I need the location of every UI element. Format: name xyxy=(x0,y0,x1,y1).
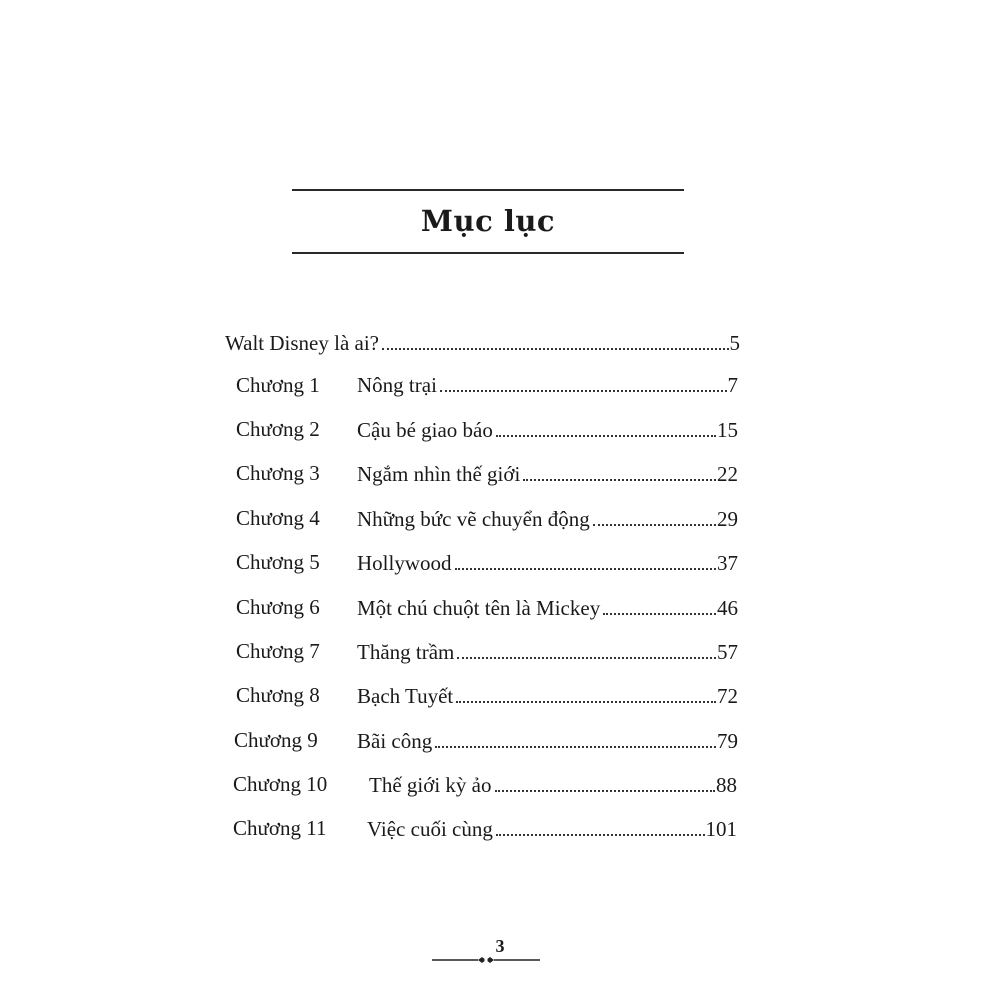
dot-leader xyxy=(593,524,716,526)
dot-leader xyxy=(495,790,716,792)
dot-leader xyxy=(496,834,705,836)
chapter-label-4: Chương 4 xyxy=(236,506,320,530)
chapter-page-7: 57 xyxy=(717,640,738,664)
chapter-title-8: Bạch Tuyết xyxy=(357,684,454,708)
chapter-page-10: 88 xyxy=(716,773,737,797)
chapter-label-6: Chương 6 xyxy=(236,595,320,619)
chapter-label-7: Chương 7 xyxy=(236,639,320,663)
chapter-label-9: Chương 9 xyxy=(234,728,318,752)
chapter-title-4: Những bức vẽ chuyển động xyxy=(357,507,590,531)
chapter-title-6: Một chú chuột tên là Mickey xyxy=(357,596,601,620)
toc-entry-2 xyxy=(357,413,738,443)
chapter-title-5: Hollywood xyxy=(357,551,452,575)
toc-intro-title: Walt Disney là ai? xyxy=(225,331,380,355)
chapter-label-5: Chương 5 xyxy=(236,550,320,574)
page-title: Mục lục xyxy=(420,204,556,238)
toc-entry-10 xyxy=(369,768,737,798)
chapter-title-7: Thăng trầm xyxy=(357,640,455,664)
chapter-page-9: 79 xyxy=(717,729,738,753)
chapter-page-2: 15 xyxy=(717,418,738,442)
chapter-page-5: 37 xyxy=(717,551,738,575)
chapter-label-11: Chương 11 xyxy=(233,816,327,840)
toc-entry-8 xyxy=(357,679,738,709)
chapter-title-3: Ngắm nhìn thế giới xyxy=(357,462,521,486)
toc-entry-5 xyxy=(357,546,738,576)
toc-intro-page: 5 xyxy=(729,331,740,355)
chapter-page-4: 29 xyxy=(717,507,738,531)
dot-leader xyxy=(435,746,716,748)
toc-intro-entry xyxy=(225,326,740,356)
dot-leader xyxy=(382,348,728,350)
chapter-label-2: Chương 2 xyxy=(236,417,320,441)
chapter-title-9: Bãi công xyxy=(357,729,433,753)
dot-leader xyxy=(455,568,717,570)
toc-entry-11 xyxy=(367,812,737,842)
toc-entry-7 xyxy=(357,635,738,665)
footer-ornament-icon xyxy=(430,954,542,966)
dot-leader xyxy=(457,657,716,659)
chapter-page-3: 22 xyxy=(717,462,738,486)
chapter-title-10: Thế giới kỳ ảo xyxy=(369,773,492,797)
chapter-label-1: Chương 1 xyxy=(236,373,320,397)
dot-leader xyxy=(523,479,716,481)
chapter-label-10: Chương 10 xyxy=(233,772,328,796)
chapter-label-3: Chương 3 xyxy=(236,461,320,485)
toc-entry-4 xyxy=(357,502,738,532)
chapter-title-11: Việc cuối cùng xyxy=(367,817,493,841)
page-number: 3 xyxy=(495,936,505,956)
toc-entry-6 xyxy=(357,591,738,621)
dot-leader xyxy=(440,390,727,392)
chapter-page-8: 72 xyxy=(717,684,738,708)
chapter-title-2: Cậu bé giao báo xyxy=(357,418,493,442)
dot-leader xyxy=(456,701,716,703)
chapter-page-11: 101 xyxy=(705,817,737,841)
dot-leader xyxy=(496,435,716,437)
chapter-page-6: 46 xyxy=(717,596,738,620)
toc-entry-1 xyxy=(357,368,738,398)
chapter-label-8: Chương 8 xyxy=(236,683,320,707)
toc-entry-9 xyxy=(357,724,738,754)
chapter-page-1: 7 xyxy=(727,373,738,397)
toc-entry-3 xyxy=(357,457,738,487)
chapter-title-1: Nông trại xyxy=(357,373,437,397)
dot-leader xyxy=(603,613,716,615)
